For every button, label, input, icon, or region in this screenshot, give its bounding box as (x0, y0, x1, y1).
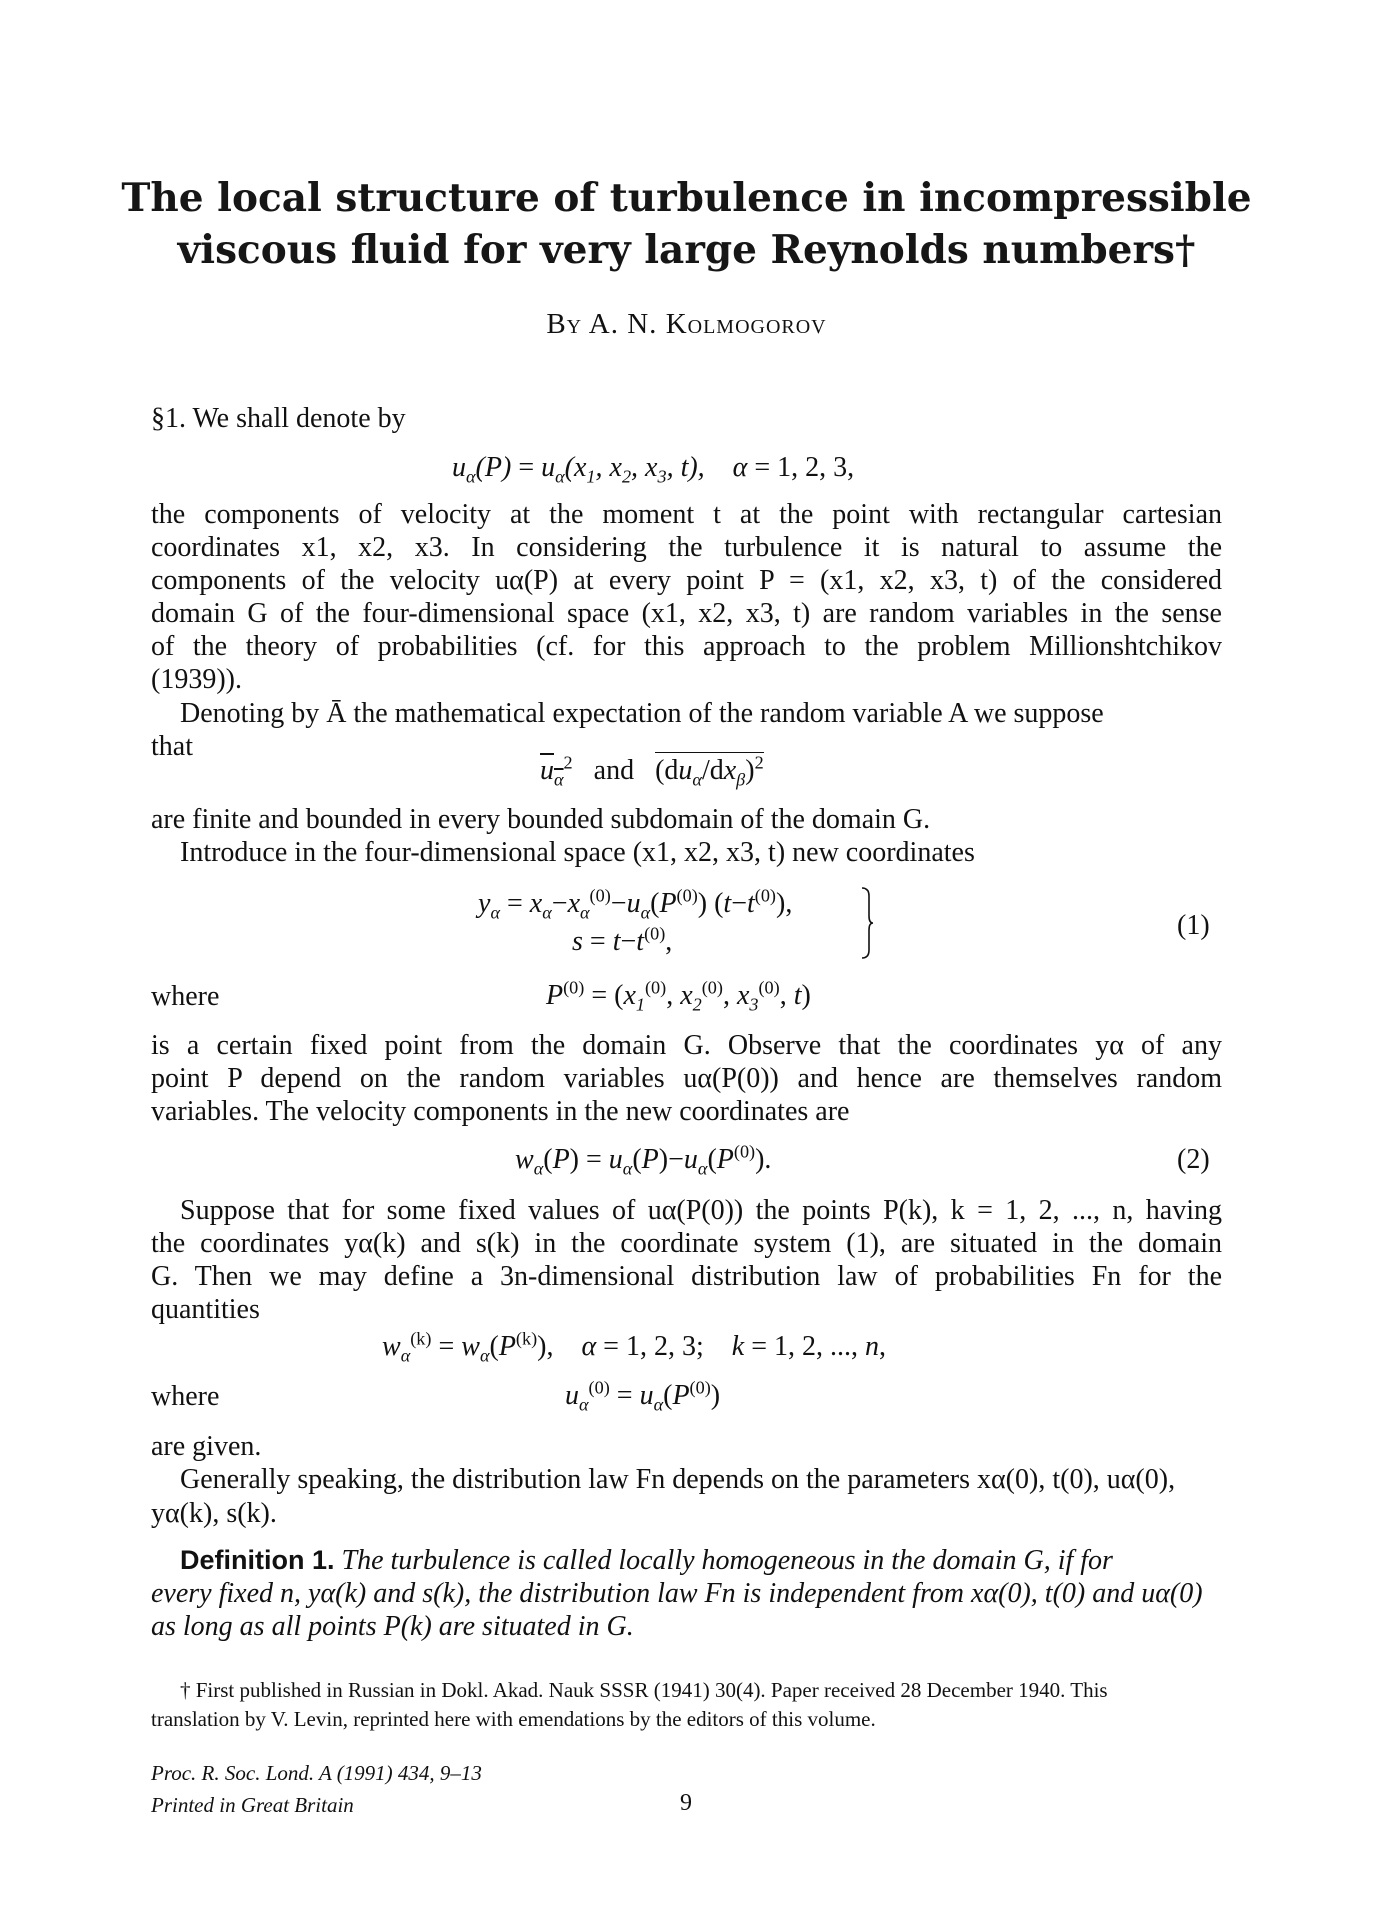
p1-line: components of the velocity uα(P) at every point P = (x1, x2, x3, t) of the considered (151, 565, 1222, 596)
equation-1-line-1: $y_\alpha = x_\alpha-x_\alpha^{(0)}-u_\alpha(P^{(0)})$ $(t-t^{(0)})$, (478, 885, 793, 923)
equation-w: $w_\alpha^{(k)} = w_\alpha(P^{(k)})$, α = 1, 2, 3; k = 1, 2, ..., n, (382, 1328, 886, 1366)
p6-line: are given. (151, 1431, 262, 1462)
p5-line: G. Then we may define a 3n-dimensional distribution law of probabilities Fn for the (151, 1261, 1222, 1292)
footnote-line-2: translation by V. Levin, reprinted here with emendations by the editors of this volume. (151, 1707, 876, 1731)
equation-p0: $P^{(0)} = (x_1^{(0)}$, $x_2^{(0)}$, $x_3^{(0)}$, t) (546, 977, 811, 1015)
paper-title (100, 172, 1273, 276)
p2-line-3: are finite and bounded in every bounded subdomain of the domain G. (151, 804, 931, 835)
title-line-1: The local structure of turbulence in incompressible (121, 175, 1252, 221)
where-label-2: where (151, 1381, 220, 1412)
section-label: §1. (151, 403, 186, 434)
p4-line: point P depend on the random variables uα(P(0)) and hence are themselves random (151, 1063, 1222, 1094)
printed-in: Printed in Great Britain (151, 1793, 354, 1817)
paragraph-5 (151, 1194, 1222, 1326)
definition-head: Definition 1. (180, 1545, 335, 1575)
equation-2-number: (2) (1177, 1144, 1210, 1175)
equation-1-number: (1) (1177, 910, 1210, 941)
equation-1-line-2: $s = t-t^{(0)}$, (572, 923, 673, 957)
equation-1-brace (860, 886, 874, 960)
definition-text: The turbulence is called locally homogeneous in the domain G, if for (341, 1545, 1113, 1576)
journal-citation: Proc. R. Soc. Lond. A (1991) 434, 9–13 (151, 1761, 482, 1785)
definition-line-1 (180, 1544, 1222, 1577)
p5-line: the coordinates yα(k) and s(k) in the coordinate system (1), are situated in the domain (151, 1228, 1222, 1259)
page-number: 9 (680, 1790, 692, 1816)
paragraph-4 (151, 1029, 1222, 1128)
definition-line-2: every fixed n, yα(k) and s(k), the distribution law Fn is independent from xα(0), t(0) and uα(0) (151, 1578, 1203, 1609)
author-name: Kolmogorov (665, 308, 827, 340)
equation-u0: $u_\alpha^{(0)} = u_\alpha(P^{(0)})$ (565, 1377, 721, 1415)
title-line-2: viscous fluid for very large Reynolds numbers† (177, 227, 1196, 273)
definition-line-3: as long as all points P(k) are situated in G. (151, 1611, 634, 1642)
equation-bounded: $u_\alpha^2$ and $(du_\alpha/dx_\beta)^2$ (540, 752, 764, 790)
equation-2: $w_\alpha(P) = u_\alpha(P)-u_\alpha(P^{(0)})$. (515, 1141, 772, 1179)
paragraph-1 (151, 498, 1222, 696)
section-intro-line (151, 402, 406, 435)
equation-velocity: $u_\alpha(P) = u_\alpha(x_1$, $x_2$, $x_3$, t), α = 1, 2, 3, (452, 452, 855, 487)
p1-line: coordinates x1, x2, x3. In considering the turbulence it is natural to assume the (151, 532, 1222, 563)
p7-line-1: Generally speaking, the distribution law Fn depends on the parameters xα(0), t(0), uα(0), (180, 1464, 1176, 1495)
p1-line: (1939)). (151, 664, 242, 695)
p1-line: of the theory of probabilities (cf. for this approach to the problem Millionshtchikov (151, 631, 1222, 662)
p4-line: variables. The velocity components in the new coordinates are (151, 1096, 850, 1127)
p3-line-1: Introduce in the four-dimensional space (x1, x2, x3, t) new coordinates (180, 837, 975, 868)
equation-bounded-and: and (593, 755, 635, 786)
p1-line: the components of velocity at the moment t at the point with rectangular cartesian (151, 499, 1222, 530)
p1-line: domain G of the four-dimensional space (x1, x2, x3, t) are random variables in the sense (151, 598, 1222, 629)
p5-line: quantities (151, 1294, 260, 1325)
p5-line: Suppose that for some fixed values of uα(P(0)) the points P(k), k = 1, 2, ..., n, having (180, 1195, 1222, 1226)
author-initials: A. N. (588, 308, 658, 340)
where-label-1: where (151, 981, 220, 1012)
author-line (0, 308, 1373, 341)
footnote-line-1: † First published in Russian in Dokl. Akad. Nauk SSSR (1941) 30(4). Paper received 28 December 1940. This (180, 1678, 1108, 1702)
p7-line-2: yα(k), s(k). (151, 1498, 277, 1529)
author-by: By (546, 308, 583, 340)
p2-line-2: that (151, 731, 193, 762)
section-intro: We shall denote by (192, 403, 406, 434)
p2-line-1: Denoting by Ā the mathematical expectation of the random variable A we suppose (180, 698, 1104, 729)
p4-line: is a certain fixed point from the domain G. Observe that the coordinates yα of any (151, 1030, 1222, 1061)
